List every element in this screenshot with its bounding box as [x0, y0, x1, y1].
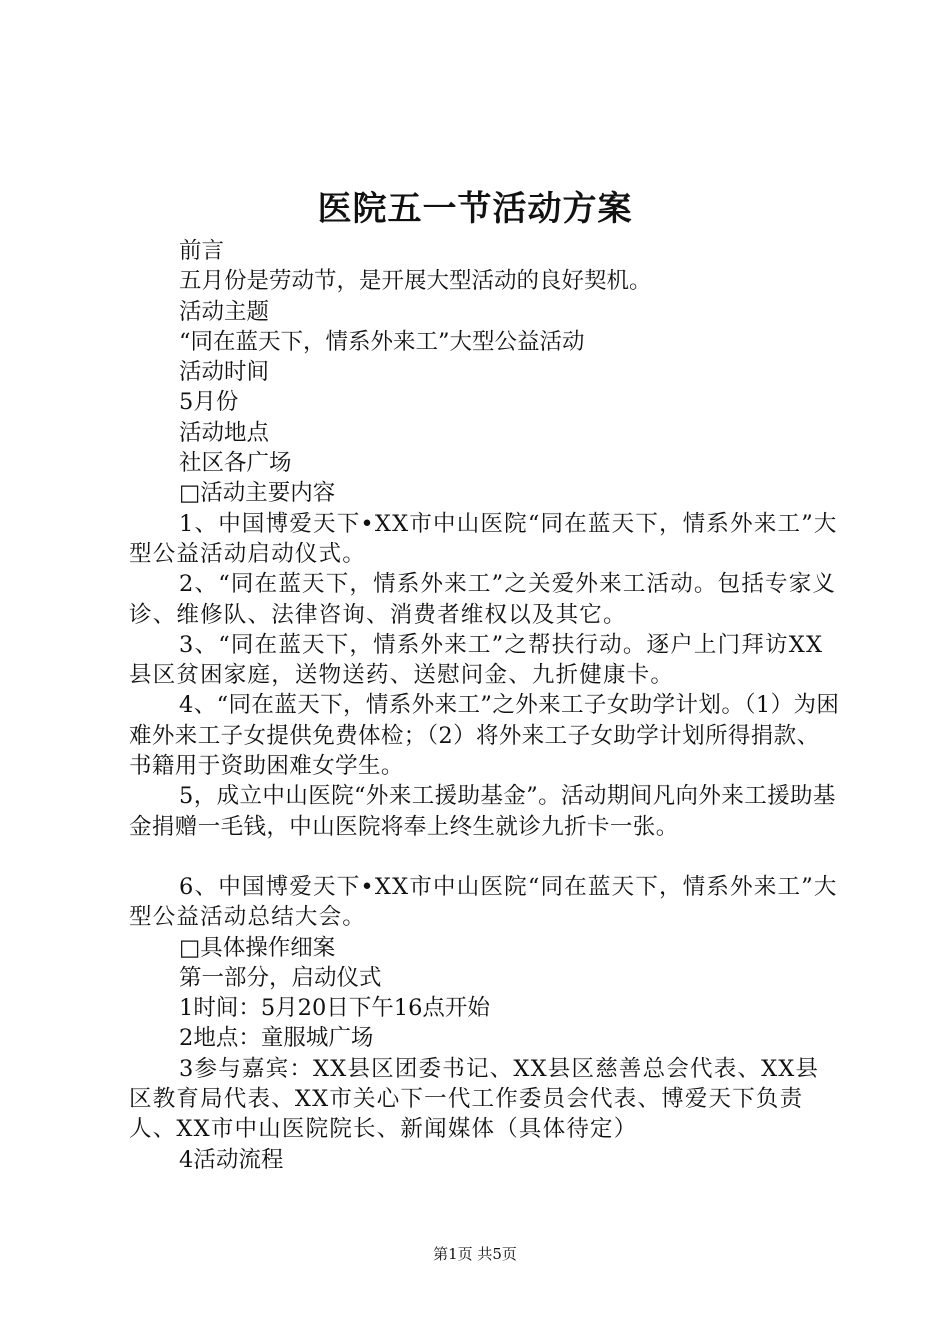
- paragraph-spacer: [129, 842, 841, 872]
- document-body: [129, 236, 841, 1175]
- heading-details: □具体操作细案: [179, 934, 336, 961]
- detail-time: 1时间：5月20日下午16点开始: [179, 995, 490, 1022]
- location-text: 社区各广场: [179, 450, 292, 477]
- content-item-1: 1、中国博爱天下•XX市中山医院“同在蓝天下，情系外来工”大型公益活动启动仪式。: [129, 510, 838, 567]
- detail-location: 2地点：童服城广场: [179, 1025, 374, 1052]
- heading-location: 活动地点: [179, 419, 270, 446]
- heading-time: 活动时间: [179, 359, 270, 386]
- section-part-one: 第一部分，启动仪式: [179, 964, 382, 991]
- content-item-2: 2、“同在蓝天下，情系外来工”之关爱外来工活动。包括专家义诊、维修队、法律咨询、消费者维权以及其它。: [129, 571, 837, 628]
- detail-process: 4活动流程: [179, 1146, 284, 1173]
- content-item-6: 6、中国博爱天下•XX市中山医院“同在蓝天下，情系外来工”大型公益活动总结大会。: [129, 873, 838, 931]
- heading-preface: 前言: [179, 238, 225, 264]
- heading-theme: 活动主题: [179, 298, 270, 325]
- content-item-5: 5，成立中山医院“外来工援助基金”。活动期间凡向外来工援助基金捐赠一毛钱，中山医院将奉上终生就诊九折卡一张。: [129, 783, 836, 840]
- time-text: 5月份: [179, 389, 239, 416]
- document-title: 医院五一节活动方案: [317, 189, 633, 229]
- content-item-3: 3、“同在蓝天下，情系外来工”之帮扶行动。逐户上门拜访XX县区贫困家庭，送物送药、送慰问金、九折健康卡。: [129, 631, 824, 689]
- detail-guests: 3参与嘉宾：XX县区团委书记、XX县区慈善总会代表、XX县区教育局代表、XX市关心下一代工作委员会代表、博爱天下负责人、XX市中山医院院长、新闻媒体（具体待定）: [129, 1055, 820, 1143]
- page-footer: 第1页 共5页: [433, 1245, 517, 1263]
- preface-text: 五月份是劳动节，是开展大型活动的良好契机。: [179, 268, 652, 295]
- heading-main-content: □活动主要内容: [179, 480, 336, 507]
- content-item-4: 4、“同在蓝天下，情系外来工”之外来工子女助学计划。（1）为困难外来工子女提供免费体检；（2）将外来工子女助学计划所得捐款、书籍用于资助困难女学生。: [129, 692, 840, 780]
- theme-text: “同在蓝天下，情系外来工”大型公益活动: [179, 328, 585, 355]
